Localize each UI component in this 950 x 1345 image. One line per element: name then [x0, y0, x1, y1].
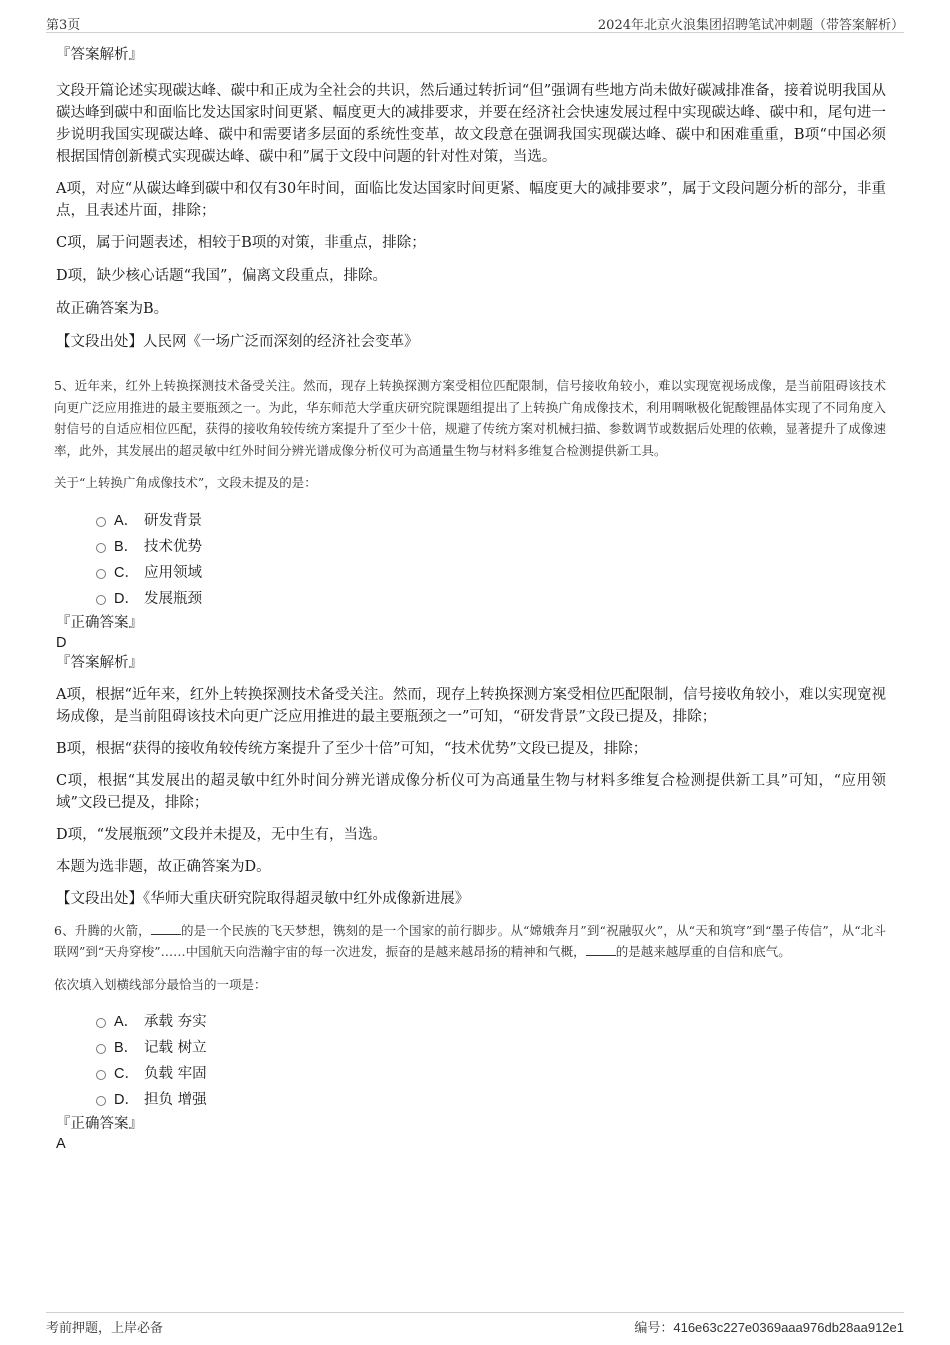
option-key: A． — [114, 1014, 139, 1030]
radio-icon[interactable] — [96, 595, 106, 605]
radio-icon[interactable] — [96, 1070, 106, 1080]
option-key: A． — [114, 512, 139, 529]
option-key: B． — [114, 538, 139, 555]
document-code: 编号：416e63c227e0369aaa976db28aa912e1 — [634, 1320, 904, 1335]
page-footer — [46, 1312, 904, 1337]
q5-conclusion: 本题为选非题，故正确答案为D。 — [56, 858, 271, 875]
q4-analysis-d: D项，缺少核心话题“我国”，偏离文段重点，排除。 — [56, 268, 387, 284]
radio-icon[interactable] — [96, 1044, 106, 1054]
q5-question: 关于“上转换广角成像技术”，文段未提及的是： — [54, 475, 317, 490]
option-text: 研发背景 — [144, 512, 202, 529]
q4-analysis-a: A项，对应“从碳达峰到碳中和仅有30年时间，面临比发达国家时间更紧、幅度更大的减排要求”，属于文段问题分析的部分，非重点，且表述片面，排除； — [56, 181, 886, 219]
q6-question: 依次填入划横线部分最恰当的一项是： — [54, 976, 267, 992]
q5-option-c[interactable] — [56, 560, 886, 586]
q6-options — [56, 1009, 886, 1113]
option-text: 承载 夯实 — [144, 1014, 207, 1030]
page-content — [56, 44, 886, 1153]
option-key: B． — [114, 1040, 139, 1056]
q5-answer-label: 『正确答案』 — [56, 614, 143, 631]
q6-option-b[interactable] — [56, 1035, 886, 1061]
radio-icon[interactable] — [96, 543, 106, 553]
radio-icon[interactable] — [96, 1018, 106, 1028]
q5-source: 【文段出处】《华师大重庆研究院取得超灵敏中红外成像新进展》 — [56, 890, 470, 907]
q5-stem: 5、近年来，红外上转换探测技术备受关注。然而，现存上转换探测方案受相位匹配限制，信号接收角较小，难以实现宽视场成像，是当前阻碍该技术向更广泛应用推进的最主要瓶颈之一。为此，华东师范大学重庆研究院课题组提出了上转换广角成像技术，利用啁啾极化铌酸锂晶体实现了不同角度入射信号的自适应相位匹配，获得的接收角较传统方案提升了至少十倍，规避了传统方案对机械扫描、参数调节或数据后处理的依赖，显著提升了成像速率，此外，其发展出的超灵敏中红外时间分辨光谱成像分析仪可为高通量生物与材料多维复合检测提供新工具。 — [54, 378, 886, 458]
q6-option-c[interactable] — [56, 1061, 886, 1087]
option-text: 技术优势 — [144, 538, 202, 555]
q4-analysis-c: C项，属于问题表述，相较于B项的对策，非重点，排除； — [56, 235, 426, 251]
radio-icon[interactable] — [96, 569, 106, 579]
q5-option-a[interactable] — [56, 508, 886, 534]
page-header — [46, 12, 904, 33]
blank-line — [151, 920, 181, 935]
option-key: D． — [114, 590, 139, 607]
q5-answer: D — [56, 634, 67, 651]
q6-stem-part2: 的是一个民族的飞天梦想，镌刻的是一个国家的前行脚步。从“嫦娥奔月”到“祝融驭火”，从“天和筑穹”到“墨子传信”，从“北斗联网”到“天舟穿梭”……中国航天向浩瀚宇宙的每一次进发，振奋的是越来越昂扬的精神和气概， — [54, 922, 886, 959]
q5-analysis-d: D项，“发展瓶颈”文段并未提及，无中生有，当选。 — [56, 826, 387, 843]
q4-conclusion: 故正确答案为B。 — [56, 301, 169, 317]
option-key: D． — [114, 1092, 139, 1108]
q6-stem — [54, 920, 886, 963]
option-text: 担负 增强 — [144, 1092, 207, 1108]
option-key: C． — [114, 564, 139, 581]
option-key: C． — [114, 1066, 139, 1082]
q5-analysis-b: B项，根据“获得的接收角较传统方案提升了至少十倍”可知，“技术优势”文段已提及，排除； — [56, 740, 648, 757]
radio-icon[interactable] — [96, 1096, 106, 1106]
footer-slogan: 考前押题，上岸必备 — [46, 1321, 164, 1336]
q6-stem-part1: 6、升腾的火箭， — [54, 922, 151, 938]
q6-answer-label: 『正确答案』 — [56, 1116, 143, 1132]
document-title: 2024年北京火浪集团招聘笔试冲刺题（带答案解析） — [597, 18, 904, 33]
q5-analysis-a: A项，根据“近年来，红外上转换探测技术备受关注。然而，现存上转换探测方案受相位匹配限制，信号接收角较小，难以实现宽视场成像，是当前阻碍该技术向更广泛应用推进的最主要瓶颈之一”可知，“研发背景”文段已提及，排除； — [56, 686, 886, 725]
q5-options — [56, 508, 886, 612]
radio-icon[interactable] — [96, 517, 106, 527]
option-text: 发展瓶颈 — [144, 590, 202, 607]
q6-option-d[interactable] — [56, 1087, 886, 1113]
option-text: 负载 牢固 — [144, 1066, 207, 1082]
option-text: 记载 树立 — [144, 1040, 207, 1056]
q4-source: 【文段出处】人民网《一场广泛而深刻的经济社会变革》 — [56, 334, 419, 350]
q5-option-d[interactable] — [56, 586, 886, 612]
option-text: 应用领域 — [144, 564, 202, 581]
q5-option-b[interactable] — [56, 534, 886, 560]
q6-answer: A — [56, 1136, 66, 1152]
page-number: 第3页 — [46, 18, 81, 33]
q5-analysis-c: C项，根据“其发展出的超灵敏中红外时间分辨光谱成像分析仪可为高通量生物与材料多维复合检测提供新工具”可知，“应用领域”文段已提及，排除； — [56, 772, 886, 811]
q4-analysis-label: 『答案解析』 — [56, 47, 143, 63]
q6-stem-part3: 的是越来越厚重的自信和底气。 — [615, 944, 791, 959]
q5-analysis-label: 『答案解析』 — [56, 654, 143, 671]
q4-analysis-main: 文段开篇论述实现碳达峰、碳中和正成为全社会的共识，然后通过转折词“但”强调有些地方尚未做好碳减排准备，接着说明我国从碳达峰到碳中和面临比发达国家时间更紧、幅度更大的减排要求，并要在经济社会快速发展过程中实现碳达峰、碳中和，尾句进一步说明我国实现碳达峰、碳中和需要诸多层面的系统性变革，故文段意在强调我国实现碳达峰、碳中和困难重重，B项“中国必须根据国情创新模式实现碳达峰、碳中和”属于文段中问题的针对性对策，当选。 — [56, 83, 886, 165]
blank-line — [586, 941, 616, 956]
q6-option-a[interactable] — [56, 1009, 886, 1035]
